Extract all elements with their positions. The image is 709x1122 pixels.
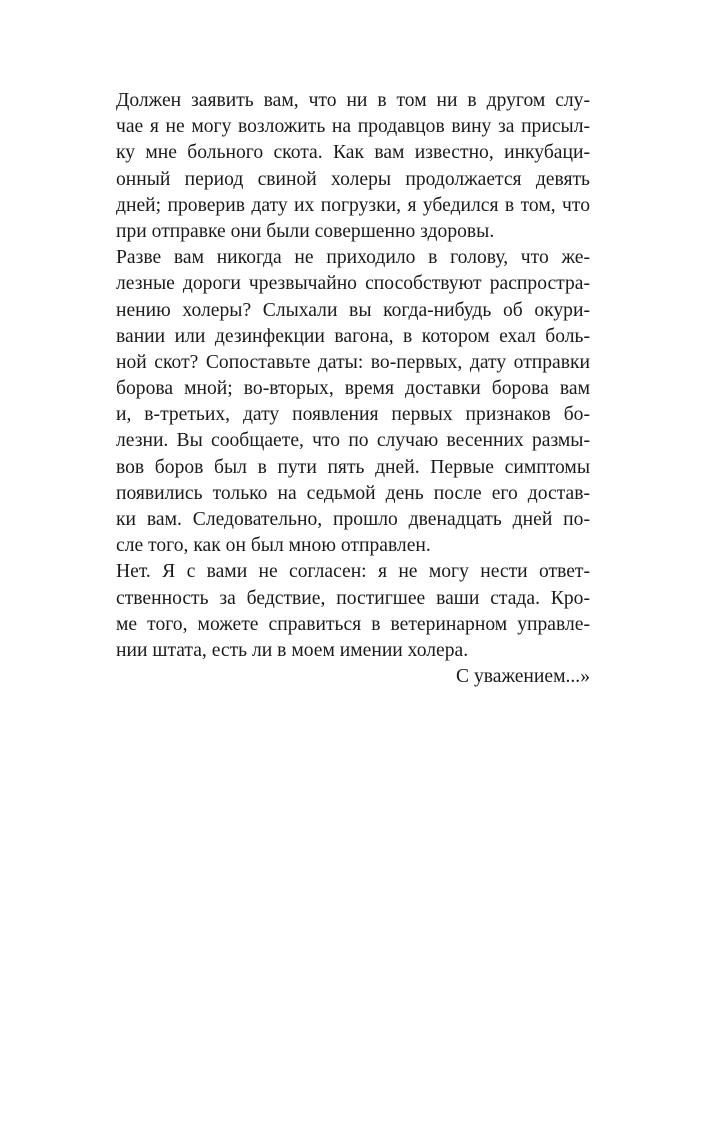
text-line: при отправке они были совершенно здоровы. (116, 220, 495, 242)
text-line: появились только на седьмой день после его достав- (116, 482, 590, 504)
text-line: Нет. Я с вами не согласен: я не могу нести ответ- (116, 561, 590, 583)
text-line: вании или дезинфекции вагона, в котором ехал боль- (116, 325, 590, 347)
text-line: и, в-третьих, дату появления первых признаков бо- (116, 404, 590, 426)
text-line: Разве вам никогда не приходило в голову, что же- (116, 247, 590, 269)
text-line: ку мне больного скота. Как вам известно, инкубаци- (116, 142, 590, 164)
text-line: дней; проверив дату их погрузки, я убедился в том, что (116, 194, 590, 216)
text-line: онный период свиной холеры продолжается девять (116, 168, 590, 190)
text-line: борова мной; во-вторых, время доставки борова вам (116, 378, 590, 400)
text-line: Должен заявить вам, что ни в том ни в другом слу- (116, 90, 590, 111)
text-line: нению холеры? Слыхали вы когда-нибудь об окури- (116, 299, 590, 321)
text-line: ме того, можете справиться в ветеринарном управле- (116, 613, 590, 635)
text-line: ки вам. Следовательно, прошло двенадцать дней по- (116, 509, 590, 530)
text-line: вов боров был в пути пять дней. Первые симптомы (116, 456, 590, 478)
text-line: нии штата, есть ли в моем имении холера. (116, 639, 469, 661)
text-line: сле того, как он был мною отправлен. (116, 535, 431, 557)
closing-line: С уважением...» (456, 666, 590, 688)
text-line: ной скот? Сопоставьте даты: во-первых, дату отправки (116, 351, 590, 373)
text-line: лезные дороги чрезвычайно способствуют распростра- (116, 273, 590, 295)
body-text (116, 88, 590, 690)
text-line: чае я не могу возложить на продавцов вину за присыл- (116, 116, 590, 138)
text-line: ственность за бедствие, постигшее ваши стада. Кро- (116, 587, 590, 609)
text-line: лезни. Вы сообщаете, что по случаю весенних размы- (116, 430, 590, 452)
